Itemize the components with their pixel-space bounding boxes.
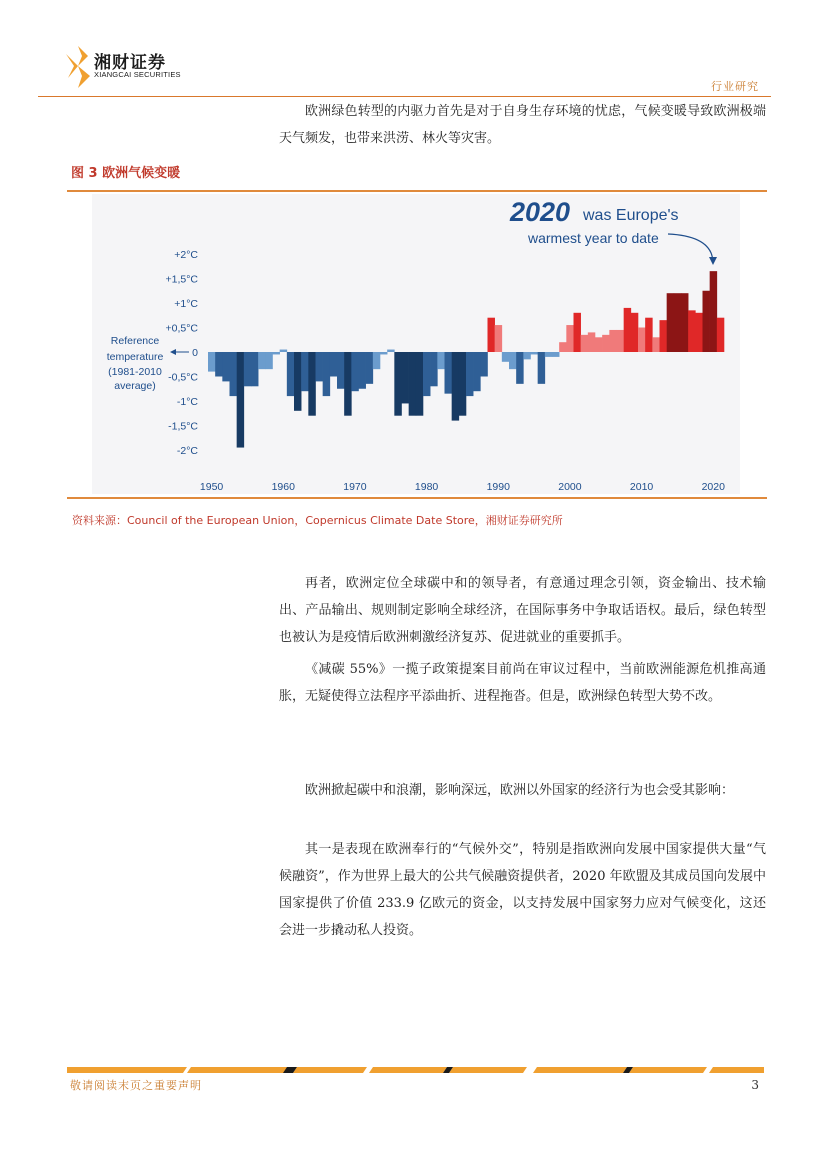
bar-1953 xyxy=(230,352,237,396)
bar-1952 xyxy=(222,352,229,381)
x-tick-label: 1980 xyxy=(414,481,439,493)
bar-1969 xyxy=(344,352,351,416)
bar-1994 xyxy=(523,352,530,359)
footer-stripe-bar xyxy=(67,1067,764,1073)
bar-1987 xyxy=(473,352,480,391)
paragraph-5 xyxy=(279,836,766,944)
x-tick-label: 2010 xyxy=(629,481,654,493)
bar-1975 xyxy=(387,350,394,352)
bar-1990 xyxy=(495,325,502,352)
bar-1951 xyxy=(215,352,222,377)
bar-1955 xyxy=(244,352,251,386)
reference-label-line: (1981-2010 xyxy=(108,366,162,378)
bar-1950 xyxy=(208,352,215,372)
bar-1962 xyxy=(294,352,301,411)
figure-source: 资料来源：Council of the European Union，Copernicus Climate Date Store，湘财证券研究所 xyxy=(72,514,563,527)
bar-1963 xyxy=(301,352,308,391)
bar-2012 xyxy=(652,337,659,352)
bar-2008 xyxy=(624,308,631,352)
paragraph-1-text: 欧洲绿色转型的内驱力首先是对于自身生存环境的忧虑，气候变暖导致欧洲极端天气频发，也带来洪涝、林火等灾害。 xyxy=(279,104,766,146)
bar-1984 xyxy=(452,352,459,421)
bar-2021 xyxy=(717,318,724,352)
bar-1989 xyxy=(488,318,495,352)
y-tick-label: +0,5°C xyxy=(165,322,198,335)
bar-1961 xyxy=(287,352,294,396)
bar-2018 xyxy=(695,313,702,352)
paragraph-2 xyxy=(279,570,766,651)
bar-1965 xyxy=(316,352,323,381)
bar-1954 xyxy=(237,352,244,448)
y-tick-label: -2°C xyxy=(176,445,198,457)
y-tick-label: -0,5°C xyxy=(168,371,198,384)
footer-disclaimer-note: 敬请阅读末页之重要声明 xyxy=(70,1079,202,1092)
bar-1957 xyxy=(258,352,265,369)
bar-1982 xyxy=(437,352,444,369)
bar-1997 xyxy=(545,352,552,357)
header-divider xyxy=(38,96,771,97)
y-tick-label: -1°C xyxy=(176,396,198,408)
bar-1995 xyxy=(531,352,538,354)
bar-1959 xyxy=(273,352,280,354)
bar-2002 xyxy=(581,335,588,352)
bar-1986 xyxy=(466,352,473,396)
bar-2015 xyxy=(674,293,681,352)
bar-1973 xyxy=(373,352,380,369)
bar-1979 xyxy=(416,352,423,416)
figure-title: 图 3 欧洲气候变暖 xyxy=(71,166,181,181)
x-tick-label: 1990 xyxy=(486,481,510,493)
bar-1966 xyxy=(323,352,330,396)
bar-1972 xyxy=(366,352,373,384)
bar-1978 xyxy=(409,352,416,416)
paragraph-2-text: 再者，欧洲定位全球碳中和的领导者，有意通过理念引领，资金输出、技术输出、产品输出、规则制定影响全球经济，在国际事务中争取话语权。最后，绿色转型也被认为是疫情后欧洲刺激经济复苏、促进就业的重要抓手。 xyxy=(279,576,766,645)
y-tick-label: -1,5°C xyxy=(168,420,198,433)
bar-1977 xyxy=(402,352,409,403)
reference-label-line: temperature xyxy=(106,351,164,363)
x-tick-label: 1960 xyxy=(271,481,295,493)
bar-2017 xyxy=(688,310,695,352)
bar-1983 xyxy=(445,352,452,394)
logo-english-text: XIANGCAI SECURITIES xyxy=(94,70,181,79)
bar-2001 xyxy=(574,313,581,352)
bar-1976 xyxy=(394,352,401,416)
y-tick-label: +2°C xyxy=(174,249,198,261)
bar-1996 xyxy=(538,352,545,384)
section-tag: 行业研究 xyxy=(711,80,759,93)
paragraph-3 xyxy=(279,656,766,710)
bar-1988 xyxy=(480,352,487,377)
x-tick-label: 2000 xyxy=(558,481,582,493)
bar-1974 xyxy=(380,352,387,354)
bar-2000 xyxy=(566,325,573,352)
bar-2005 xyxy=(602,335,609,352)
bar-1968 xyxy=(337,352,344,389)
bar-2003 xyxy=(588,332,595,352)
y-tick-label: 0 xyxy=(192,347,198,359)
warming-bar-chart xyxy=(92,194,740,494)
bar-2006 xyxy=(609,330,616,352)
bar-1971 xyxy=(359,352,366,389)
paragraph-4 xyxy=(279,777,766,804)
chart-title-rest: was Europe's xyxy=(583,207,679,224)
bar-1960 xyxy=(280,350,287,352)
paragraph-1 xyxy=(279,98,766,152)
x-tick-label: 2020 xyxy=(701,481,725,493)
bar-1981 xyxy=(430,352,437,386)
chart-title-year: 2020 xyxy=(510,197,571,227)
reference-label-line: average) xyxy=(114,380,156,392)
bar-2010 xyxy=(638,328,645,353)
paragraph-4-text: 欧洲掀起碳中和浪潮，影响深远，欧洲以外国家的经济行为也会受其影响： xyxy=(305,783,735,798)
figure-top-rule xyxy=(67,190,767,192)
reference-label-line: Reference xyxy=(110,335,160,347)
bar-1992 xyxy=(509,352,516,369)
bar-2014 xyxy=(667,293,674,352)
figure-bottom-rule xyxy=(67,497,767,499)
page-number: 3 xyxy=(751,1078,759,1092)
bar-1998 xyxy=(552,352,559,357)
company-logo xyxy=(64,44,184,92)
bar-1956 xyxy=(251,352,258,386)
paragraph-5-text: 其一是表现在欧洲奉行的“气候外交”，特别是指欧洲向发展中国家提供大量“气候融资”，作为世界上最大的公共气候融资提供者，2020 年欧盟及其成员国向发展中国家提供了价值 233.9 亿欧元的资金，以支持发展中国家努力应对气候变化，这还会进一步撬动私人投资。 xyxy=(279,842,766,938)
bar-2009 xyxy=(631,313,638,352)
bar-1999 xyxy=(559,342,566,352)
bar-1991 xyxy=(502,352,509,362)
bar-1967 xyxy=(330,352,337,377)
bar-1993 xyxy=(516,352,523,384)
bar-2016 xyxy=(681,293,688,352)
chart-title-line2: warmest year to date xyxy=(528,230,659,246)
bar-2013 xyxy=(660,320,667,352)
bar-1964 xyxy=(308,352,315,416)
y-tick-label: +1°C xyxy=(174,298,198,310)
bar-2011 xyxy=(645,318,652,352)
bar-2007 xyxy=(617,330,624,352)
logo-mark-icon xyxy=(64,44,92,90)
logo-chinese-text: 湘财证券 xyxy=(94,53,166,73)
bar-1970 xyxy=(351,352,358,391)
bar-1985 xyxy=(459,352,466,416)
bar-1958 xyxy=(265,352,272,369)
bar-2004 xyxy=(595,337,602,352)
paragraph-3-text: 《减碳 55%》一揽子政策提案目前尚在审议过程中，当前欧洲能源危机推高通胀，无疑使得立法程序平添曲折、进程拖沓。但是，欧洲绿色转型大势不改。 xyxy=(279,662,766,704)
bar-1980 xyxy=(423,352,430,396)
y-tick-label: +1,5°C xyxy=(165,273,198,286)
x-tick-label: 1970 xyxy=(343,481,367,493)
bar-2020 xyxy=(710,271,717,352)
x-tick-label: 1950 xyxy=(199,481,224,493)
bar-2019 xyxy=(703,291,710,352)
